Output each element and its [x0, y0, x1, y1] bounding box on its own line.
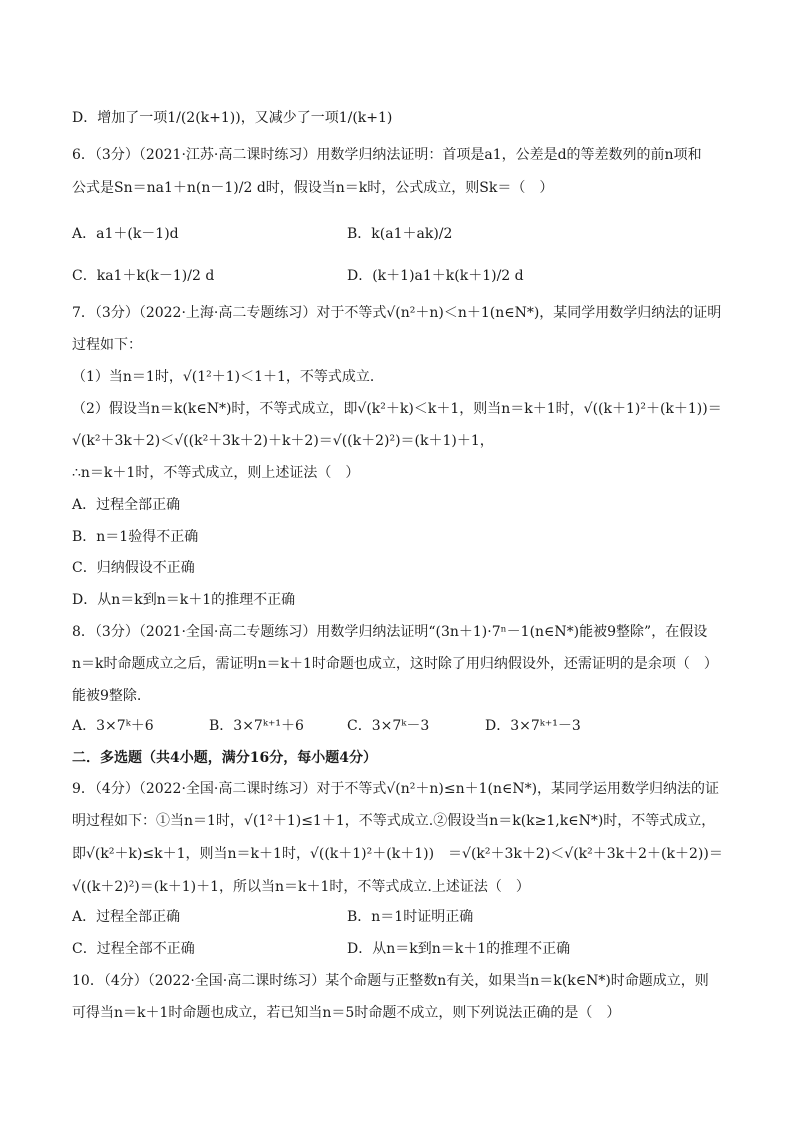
q9-stem-line3: 即√(k²＋k)≤k＋1，则当n＝k＋1时，√((k＋1)²＋(k＋1)) ＝√(k²＋3k＋2)＜√(k²＋3k＋2＋(k＋2))＝: [72, 846, 723, 862]
q9-stem-line4: √((k＋2)²)＝(k＋1)＋1，所以当n＝k＋1时，不等式成立.上述证法（ ）: [72, 879, 530, 895]
q9-option-b: B．n＝1时证明正确: [347, 909, 474, 925]
section-title-multiple-choice: 二．多选题（共4小题，满分16分，每小题4分）: [72, 750, 377, 766]
q10-stem-line1: 10．（4分）（2022·全国·高二课时练习）某个命题与正整数n有关，如果当n＝k(k∈N*)时命题成立，则: [72, 973, 709, 989]
q8-stem-line3: 能被9整除.: [72, 688, 142, 704]
q7-step1: （1）当n＝1时，√(1²＋1)＜1＋1，不等式成立．: [72, 369, 384, 385]
q8-stem-line1: 8．（3分）（2021·全国·高二专题练习）用数学归纳法证明“(3n＋1)·7ⁿ－1(n∈N*)能被9整除”，在假设: [72, 624, 708, 640]
q6-option-b: B．k(a1＋ak)/2: [347, 226, 453, 242]
q6-option-a: A．a1＋(k－1)d: [72, 226, 179, 242]
q6-option-d: D．(k＋1)a1＋k(k＋1)/2 d: [347, 268, 524, 284]
q8-option-d: D．3×7ᵏ⁺¹－3: [485, 718, 581, 734]
q8-option-c: C．3×7ᵏ－3: [347, 718, 430, 734]
q9-option-d: D．从n＝k到n＝k＋1的推理不正确: [347, 941, 571, 957]
q7-stem-line1: 7．（3分）（2022·上海·高二专题练习）对于不等式√(n²＋n)＜n＋1(n∈N*)，某同学用数学归纳法的证明: [72, 305, 722, 321]
q6-stem-line2: 公式是Sn＝na1＋n(n－1)/2 d时，假设当n＝k时，公式成立，则Sk＝（ ）: [72, 180, 554, 196]
q8-option-a: A．3×7ᵏ＋6: [72, 718, 154, 734]
q8-stem-line2: n＝k时命题成立之后，需证明n＝k＋1时命题也成立，这时除了用归纳假设外，还需证明的是余项（ ）: [72, 656, 718, 672]
q6-stem-line1: 6．（3分）（2021·江苏·高二课时练习）用数学归纳法证明：首项是a1，公差是d的等差数列的前n项和: [72, 147, 702, 163]
q7-stem-line2: 过程如下：: [72, 337, 142, 353]
q9-option-a: A．过程全部正确: [72, 909, 181, 925]
q10-stem-line2: 可得当n＝k＋1时命题也成立，若已知当n＝5时命题不成立，则下列说法正确的是（ ）: [72, 1005, 621, 1021]
q8-option-b: B．3×7ᵏ⁺¹＋6: [209, 718, 304, 734]
q7-step2-line1: （2）假设当n＝k(k∈N*)时，不等式成立，即√(k²＋k)＜k＋1，则当n＝k＋1时，√((k＋1)²＋(k＋1))＝: [72, 401, 722, 417]
q7-option-a: A．过程全部正确: [72, 497, 181, 513]
q7-option-c: C．归纳假设不正确: [72, 560, 195, 576]
q9-option-c: C．过程全部不正确: [72, 941, 195, 957]
q7-option-d: D．从n＝k到n＝k＋1的推理不正确: [72, 592, 296, 608]
q7-step2-line2: √(k²＋3k＋2)＜√((k²＋3k＋2)＋k＋2)＝√((k＋2)²)＝(k＋1)＋1，: [72, 433, 494, 449]
q5-option-d: D．增加了一项1/(2(k+1))，又减少了一项1/(k+1): [72, 110, 393, 126]
q7-option-b: B．n＝1验得不正确: [72, 529, 199, 545]
q7-step3: ∴n＝k＋1时，不等式成立，则上述证法（ ）: [72, 465, 360, 481]
q6-option-c: C．ka1＋k(k－1)/2 d: [72, 268, 215, 284]
q9-stem-line2: 明过程如下：①当n＝1时，√(1²＋1)≤1＋1，不等式成立.②假设当n＝k(k≥1,k∈N*)时，不等式成立，: [72, 813, 716, 829]
q9-stem-line1: 9．（4分）（2022·全国·高二课时练习）对于不等式√(n²＋n)≤n＋1(n∈N*)，某同学运用数学归纳法的证: [72, 781, 720, 797]
